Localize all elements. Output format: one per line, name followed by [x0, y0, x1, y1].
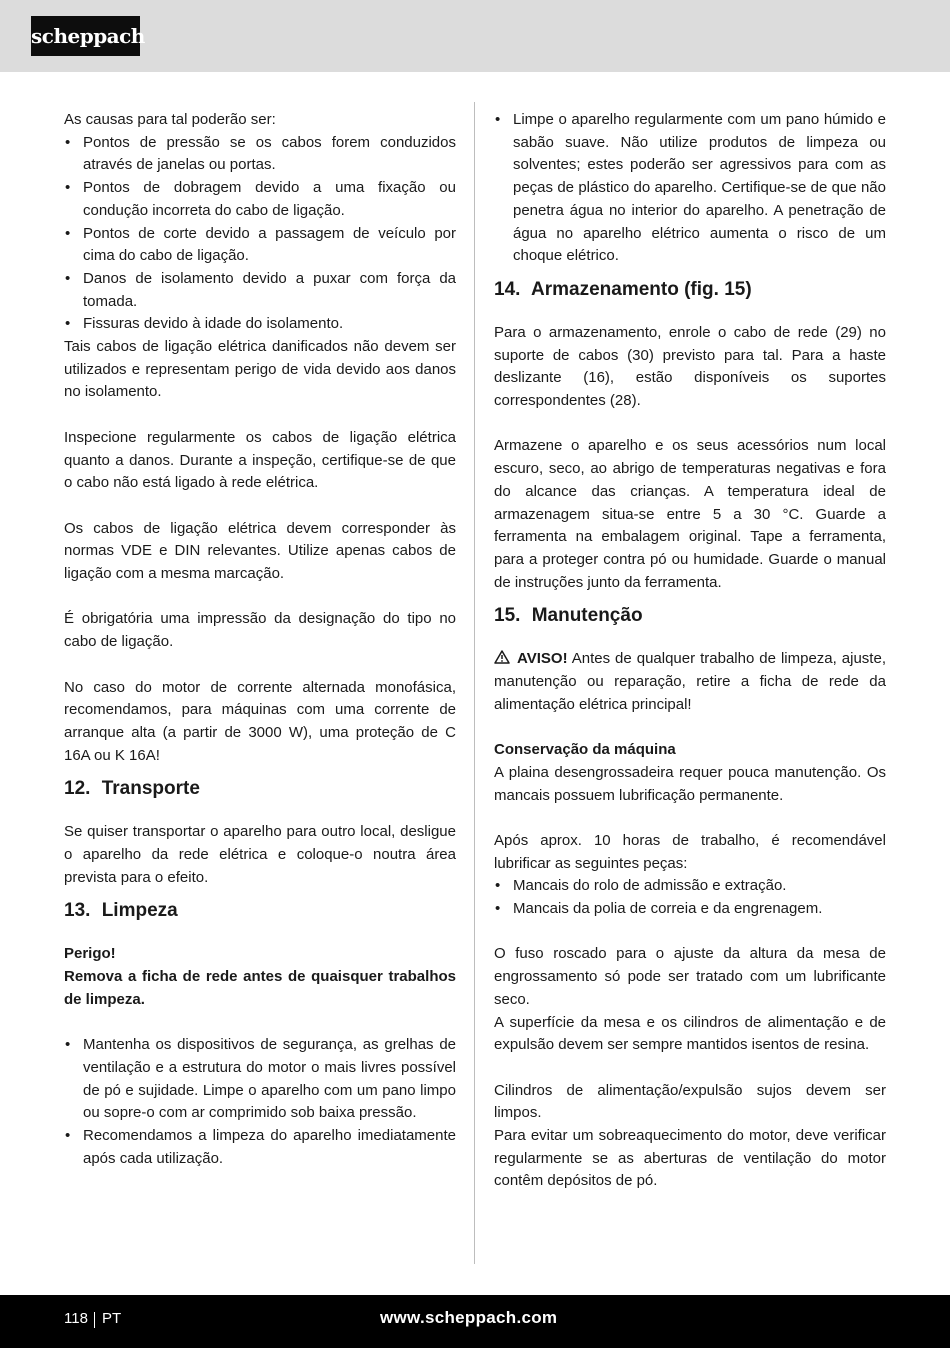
section-heading-transport: 12. Transporte — [64, 778, 200, 800]
machine-care-heading: Conservação da máquina — [494, 741, 676, 759]
page-number: 118 — [64, 1310, 88, 1327]
list-item: • Mantenha os dispositivos de segurança, as grelhas de ventilação e a estrutura do motor o mais livres possível de pó e sujidade. Limpe o aparelho com um pano limpo ou sopre-o com ar comprimido sob baixa pressão. — [64, 1034, 456, 1125]
page-footer — [0, 1295, 950, 1348]
section-heading-maintenance: 15. Manutenção — [494, 605, 643, 627]
right-column — [494, 109, 886, 1193]
storage-paragraph-2: Armazene o aparelho e os seus acessórios num local escuro, seco, ao abrigo de temperaturas negativas e fora do alcance das crianças. A temperatura ideal de armazenagem situa-se entre 5 a 30 °C. Guarde a ferramenta na embalagem original. Tape a ferramenta, para a proteger contra pó ou humidade. Guarde o manual de instruções junto da ferramenta. — [494, 437, 886, 591]
transport-paragraph: Se quiser transportar o aparelho para outro local, desligue o aparelho da rede elétrica e coloque-o noutra área prevista para o efeito. — [64, 823, 456, 886]
page-header — [0, 0, 950, 72]
norms-paragraph: Os cabos de ligação elétrica devem corresponder às normas VDE e DIN relevantes. Utilize apenas cabos de ligação com a mesma marcação. — [64, 519, 456, 583]
maintenance-paragraph-4: A superfície da mesa e os cilindros de alimentação e de expulsão devem ser sempre mantidos isentos de resina. — [494, 1013, 886, 1054]
maintenance-warning — [494, 648, 886, 716]
cleaning-list-continued — [494, 109, 886, 268]
list-item: • Recomendamos a limpeza do aparelho imediatamente após cada utilização. — [64, 1125, 456, 1170]
list-item: • Danos de isolamento devido a puxar com força da tomada. — [64, 268, 456, 313]
cleaning-list — [64, 1034, 456, 1170]
storage-paragraph-1: Para o armazenamento, enrole o cabo de rede (29) no suporte de cabos (30) previsto para tal. Para a haste deslizante (16), estão disponíveis os suportes correspondentes (28). — [494, 323, 886, 410]
maintenance-paragraph-5: Cilindros de alimentação/expulsão sujos devem ser limpos. — [494, 1081, 886, 1122]
lubrication-list — [494, 875, 886, 920]
section-heading-storage: 14. Armazenamento (fig. 15) — [494, 278, 752, 300]
footer-separator — [94, 1312, 95, 1328]
list-item: • Pontos de pressão se os cabos forem conduzidos através de janelas ou portas. — [64, 132, 456, 177]
motor-protection-paragraph: No caso do motor de corrente alternada monofásica, recomendamos, para máquinas com uma corrente de arranque alta (a partir de 3000 W), uma proteção de C 16A ou K 16A! — [64, 678, 456, 764]
maintenance-paragraph-6: Para evitar um sobreaquecimento do motor, deve verificar regularmente se as aberturas de ventilação do motor contêm depósitos de pó. — [494, 1127, 886, 1190]
left-column — [64, 109, 456, 1170]
danger-label: Perigo! — [64, 945, 116, 963]
list-item: • Limpe o aparelho regularmente com um pano húmido e sabão suave. Não utilize produtos de limpeza ou solventes; estes poderão ser agressivos para com as peças de plástico do aparelho. Certifique-se de que não penetra água no interior do aparelho. A penetração de água no aparelho elétrico aumenta o risco de um choque elétrico. — [494, 109, 886, 268]
list-item: • Pontos de corte devido a passagem de veículo por cima do cabo de ligação. — [64, 223, 456, 268]
page-language: PT — [102, 1310, 122, 1327]
inspection-paragraph: Inspecione regularmente os cabos de ligação elétrica quanto a danos. Durante a inspeção, certifique-se de que o cabo não está ligado à rede elétrica. — [64, 428, 456, 492]
maintenance-paragraph-1: A plaina desengrossadeira requer pouca manutenção. Os mancais possuem lubrificação permanente. — [494, 763, 886, 804]
list-item: • Pontos de dobragem devido a uma fixação ou condução incorreta do cabo de ligação. — [64, 177, 456, 222]
warning-triangle-icon — [494, 650, 510, 664]
warning-label: AVISO! — [517, 650, 568, 668]
list-item: • Mancais do rolo de admissão e extração. — [494, 875, 886, 898]
list-item: • Fissuras devido à idade do isolamento. — [64, 313, 456, 336]
causes-list — [64, 132, 456, 336]
list-item: • Mancais da polia de correia e da engrenagem. — [494, 898, 886, 921]
scheppach-logo: scheppach — [31, 16, 140, 56]
maintenance-paragraph-3: O fuso roscado para o ajuste da altura da mesa de engrossamento só pode ser tratado com um lubrificante seco. — [494, 945, 886, 1008]
type-print-paragraph: É obrigatória uma impressão da designação do tipo no cabo de ligação. — [64, 610, 456, 651]
warning-text: Antes de qualquer trabalho de limpeza, ajuste, manutenção ou reparação, retire a ficha de rede da alimentação elétrica principal! — [494, 650, 886, 713]
footer-url: www.scheppach.com — [380, 1308, 558, 1327]
causes-intro: As causas para tal poderão ser: — [64, 111, 276, 128]
column-divider — [474, 102, 475, 1264]
maintenance-paragraph-2: Após aprox. 10 horas de trabalho, é recomendável lubrificar as seguintes peças: — [494, 831, 886, 872]
damaged-cables-paragraph: Tais cabos de ligação elétrica danificados não devem ser utilizados e representam perigo de vida devido aos danos no isolamento. — [64, 338, 456, 401]
danger-text: Remova a ficha de rede antes de quaisquer trabalhos de limpeza. — [64, 968, 456, 1008]
section-heading-cleaning: 13. Limpeza — [64, 900, 178, 922]
